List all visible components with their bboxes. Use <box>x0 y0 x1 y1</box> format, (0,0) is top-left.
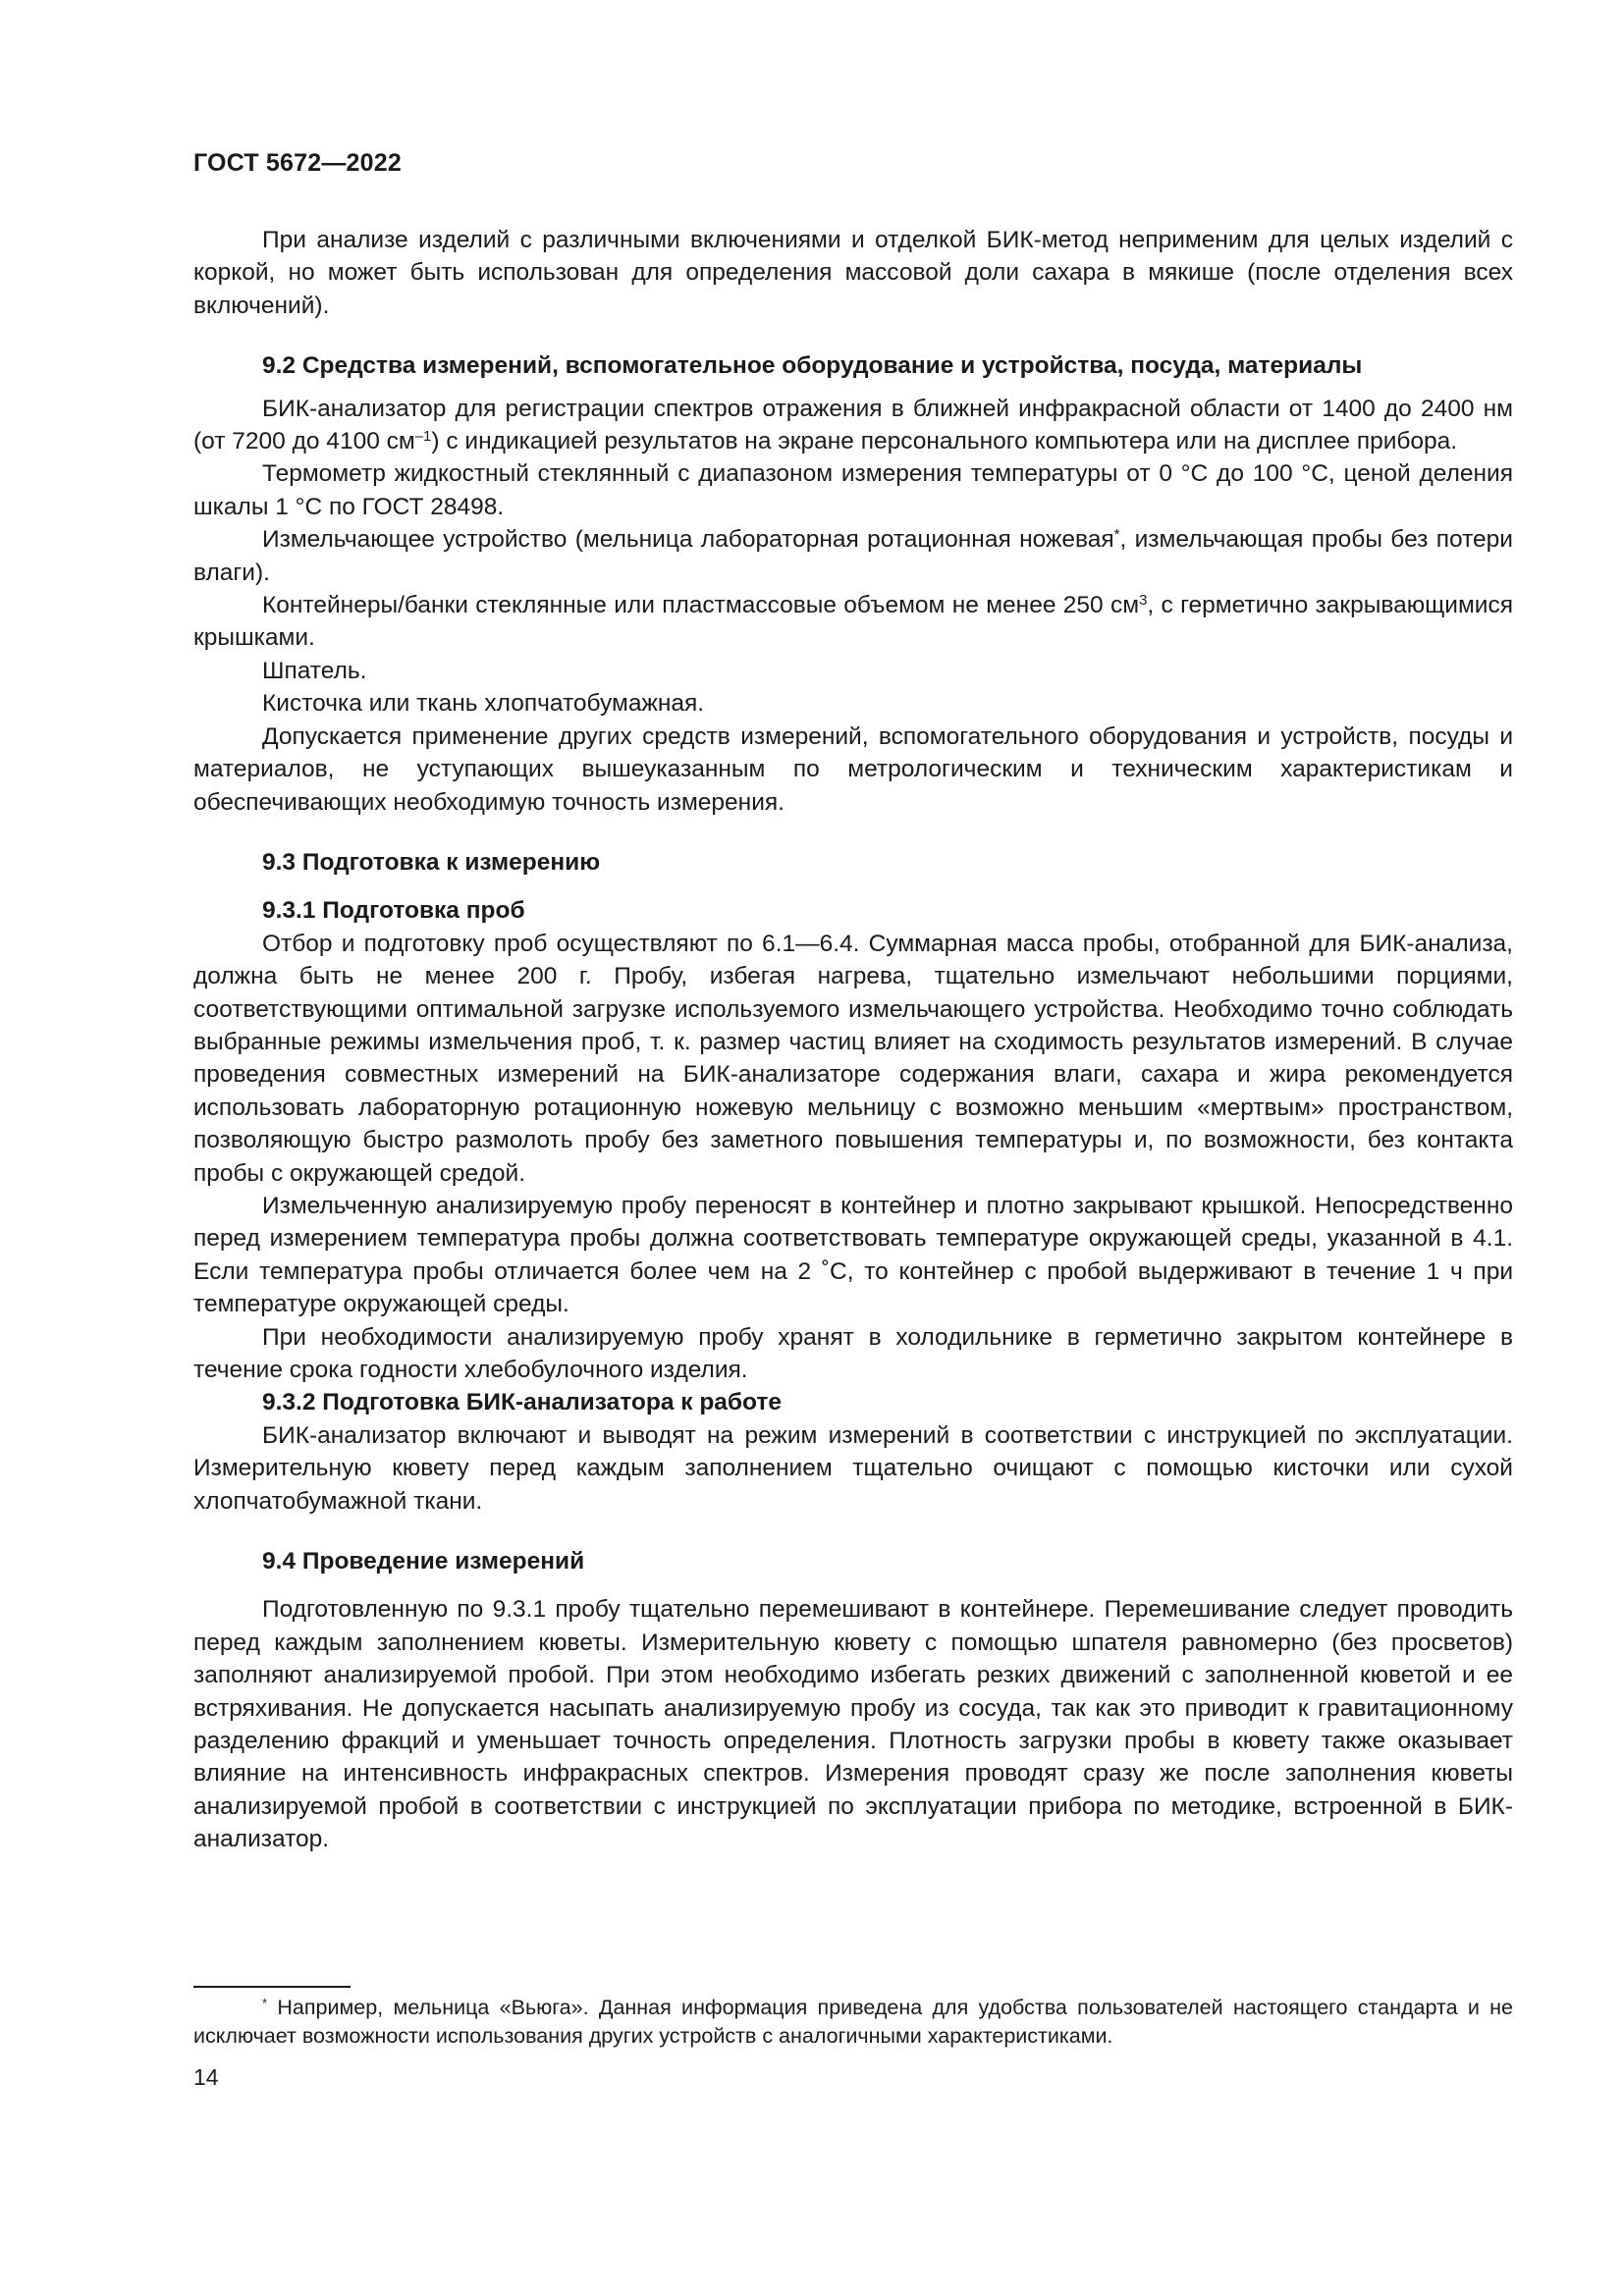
paragraph-thermometer: Термометр жидкостный стеклянный с диапазоном измерения температуры от 0 °С до 100 °С, ценой деления шкалы 1 °С по ГОСТ 28498. <box>193 460 1513 520</box>
spacer <box>193 879 1513 894</box>
section-heading-9-2: 9.2 Средства измерений, вспомогательное оборудование и устройства, посуда, материалы <box>262 352 1363 380</box>
footnote-marker: * <box>262 1995 268 2010</box>
paragraph-brush: Кисточка или ткань хлопчатобумажная. <box>262 690 705 718</box>
paragraph-grinder <box>193 523 1513 589</box>
paragraph-sampling: Отбор и подготовку проб осуществляют по 6.1—6.4. Суммарная масса пробы, отобранной для БИК-анализа, должна быть не менее 200 г. Пробу, избегая нагрева, тщательно измельчают небольшими порциями, соответствующими оптимальной загрузке используемого измельчающего устройства. Необходимо точно соблюдать выбранные режимы измельчения проб, т. к. размер частиц влияет на сходимость результатов измерений. В случае проведения совместных измерений на БИК-анализаторе содержания влаги, сахара и жира рекомендуется использовать лабораторную ротационную ножевую мельницу с возможно меньшим «мертвым» пространством, позволяющую быстро размолоть пробу без заметного повышения температуры и, по возможности, без контакта пробы с окружающей средой. <box>193 930 1513 1187</box>
footnote-divider <box>193 1986 351 1988</box>
superscript: 3 <box>1139 591 1148 609</box>
text-segment: , с герметично закрывающимися крышками. <box>193 592 1513 652</box>
paragraph-measurement: Подготовленную по 9.3.1 пробу тщательно перемешивают в контейнере. Перемешивание следует проводить перед каждым заполнением кюветы. Измерительную кювету с помощью шпателя равномерно (без просветов) заполняют анализируемой пробой. При этом необходимо избегать резких движений с заполненной кюветой и ее встряхивания. Не допускается насыпать анализируемую пробу из сосуда, так как это приводит к гравитационному разделению фракций и уменьшает точность определения. Плотность загрузки пробы в кювету также оказывает влияние на интенсивность инфракрасных спектров. Измерения проводят сразу же после заполнения кюветы анализируемой пробой в соответствии с инструкцией по эксплуатации прибора по методике, встроенной в БИК-анализатор. <box>193 1596 1513 1853</box>
text-segment: БИК-анализатор для регистрации спектров отражения в ближней инфракрасной области от 1400 до 2400 нм (от 7200 до 4100 см <box>193 395 1513 455</box>
text-segment: Контейнеры/банки стеклянные или пластмассовые объемом не менее 250 см <box>262 592 1140 619</box>
paragraph-analyzer-prep: БИК-анализатор включают и выводят на режим измерений в соответствии с инструкцией по эксплуатации. Измерительную кювету перед каждым заполнением тщательно очищают с помощью кисточки или сухой хлопчатобумажной ткани. <box>193 1421 1513 1515</box>
intro-paragraph: При анализе изделий с различными включениями и отделкой БИК-метод неприменим для целых изделий с коркой, но может быть использован для определения массовой доли сахара в мякише (после отделения всех включений). <box>193 227 1513 319</box>
subsection-heading-9-3-1: 9.3.1 Подготовка проб <box>262 897 525 925</box>
paragraph-nir-analyzer <box>193 393 1513 458</box>
subsection-heading-9-3-2: 9.3.2 Подготовка БИК-анализатора к работе <box>262 1389 783 1416</box>
spacer <box>193 383 1513 393</box>
footnote-reference: * <box>1113 526 1120 543</box>
paragraph-alternatives: Допускается применение других средств измерений, вспомогательного оборудования и устройств, посуды и материалов, не уступающих вышеуказанным по метрологическим и техническим характеристикам и обеспечивающих необходимую точность измерения. <box>193 722 1513 816</box>
spacer <box>193 819 1513 846</box>
spacer <box>193 1518 1513 1545</box>
footnote-text: Например, мельница «Вьюга». Данная информация приведена для удобства пользователей настоящего стандарта и не исключает возможности использования других устройств с аналогичными характеристиками. <box>193 1996 1513 2048</box>
section-heading-9-4: 9.4 Проведение измерений <box>262 1548 585 1575</box>
footnote <box>193 1994 1513 2051</box>
paragraph-spatula: Шпатель. <box>262 657 367 684</box>
text-segment: Измельчающее устройство (мельница лабораторная ротационная ножевая <box>262 526 1114 554</box>
section-heading-9-3: 9.3 Подготовка к измерению <box>262 848 601 876</box>
superscript: –1 <box>414 427 432 445</box>
text-segment: ) с индикацией результатов на экране персонального компьютера или на дисплее прибора. <box>431 428 1458 455</box>
paragraph-container-transfer: Измельченную анализируемую пробу переносят в контейнер и плотно закрывают крышкой. Непосредственно перед измерением температура пробы должна соответствовать температуре окружающей среды, указанной в 4.1. Если температура пробы отличается более чем на 2 ˚С, то контейнер с пробой выдерживают в течение 1 ч при температуре окружающей среды. <box>193 1192 1513 1318</box>
spacer <box>193 322 1513 349</box>
running-header: ГОСТ 5672—2022 <box>193 149 402 177</box>
text-segment: , измельчающая пробы без потери влаги). <box>193 526 1513 586</box>
paragraph-storage: При необходимости анализируемую пробу хранят в холодильнике в герметично закрытом контейнере в течение срока годности хлебобулочного изделия. <box>193 1323 1513 1383</box>
main-text <box>193 224 1513 1856</box>
page-number: 14 <box>193 2064 219 2090</box>
paragraph-containers <box>193 589 1513 655</box>
spacer <box>193 1577 1513 1593</box>
